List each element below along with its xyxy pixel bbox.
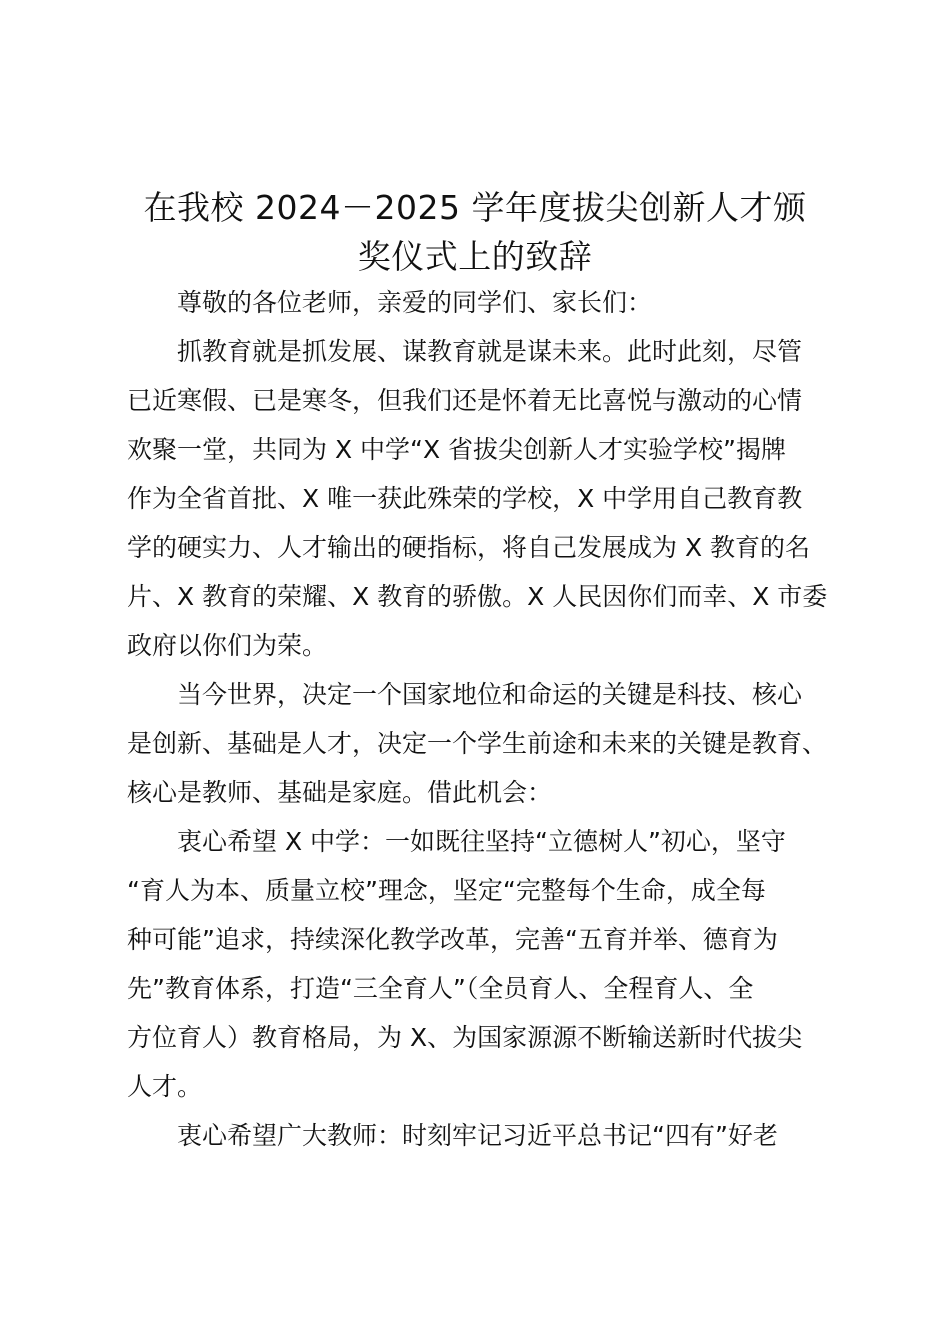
- paragraph-line: “育人为本、质量立校”理念，坚定“完整每个生命，成全每: [127, 876, 766, 905]
- paragraph-line: 是创新、基础是人才，决定一个学生前途和未来的关键是教育、: [127, 729, 828, 758]
- paragraph-line: 衷心希望 X 中学：一如既往坚持“立德树人”初心，坚守: [177, 827, 786, 856]
- document-title: [100, 183, 850, 281]
- paragraph-line: 人才。: [127, 1072, 203, 1101]
- body-paragraph-4: [127, 1111, 833, 1160]
- paragraph-line: 抓教育就是抓发展、谋教育就是谋未来。此时此刻，尽管: [177, 337, 803, 366]
- paragraph-line: 种可能”追求，持续深化教学改革，完善“五育并举、德育为: [127, 925, 778, 954]
- title-line-1: 在我校 2024－2025 学年度拔尖创新人才颁: [143, 188, 807, 227]
- document-body: [127, 278, 833, 1160]
- paragraph-line: 作为全省首批、X 唯一获此殊荣的学校，X 中学用自己教育教: [127, 484, 803, 513]
- paragraph-line: 先”教育体系，打造“三全育人”（全员育人、全程育人、全: [127, 974, 754, 1003]
- paragraph-line: 片、X 教育的荣耀、X 教育的骄傲。X 人民因你们而幸、X 市委: [127, 582, 828, 611]
- body-paragraph-3: [127, 817, 833, 1111]
- paragraph-line: 当今世界，决定一个国家地位和命运的关键是科技、核心: [177, 680, 803, 709]
- salutation-paragraph: [127, 278, 833, 327]
- body-paragraph-1: [127, 327, 833, 670]
- title-line-2: 奖仪式上的致辞: [357, 237, 593, 276]
- paragraph-line: 衷心希望广大教师：时刻牢记习近平总书记“四有”好老: [177, 1121, 778, 1150]
- paragraph-line: 尊敬的各位老师，亲爱的同学们、家长们：: [177, 288, 653, 317]
- paragraph-line: 核心是教师、基础是家庭。借此机会：: [127, 778, 553, 807]
- paragraph-line: 方位育人）教育格局，为 X、为国家源源不断输送新时代拔尖: [127, 1023, 803, 1052]
- body-paragraph-2: [127, 670, 833, 817]
- paragraph-line: 学的硬实力、人才输出的硬指标，将自己发展成为 X 教育的名: [127, 533, 811, 562]
- paragraph-line: 已近寒假、已是寒冬，但我们还是怀着无比喜悦与激动的心情: [127, 386, 803, 415]
- paragraph-line: 政府以你们为荣。: [127, 631, 328, 660]
- paragraph-line: 欢聚一堂，共同为 X 中学“X 省拔尖创新人才实验学校”揭牌: [127, 435, 786, 464]
